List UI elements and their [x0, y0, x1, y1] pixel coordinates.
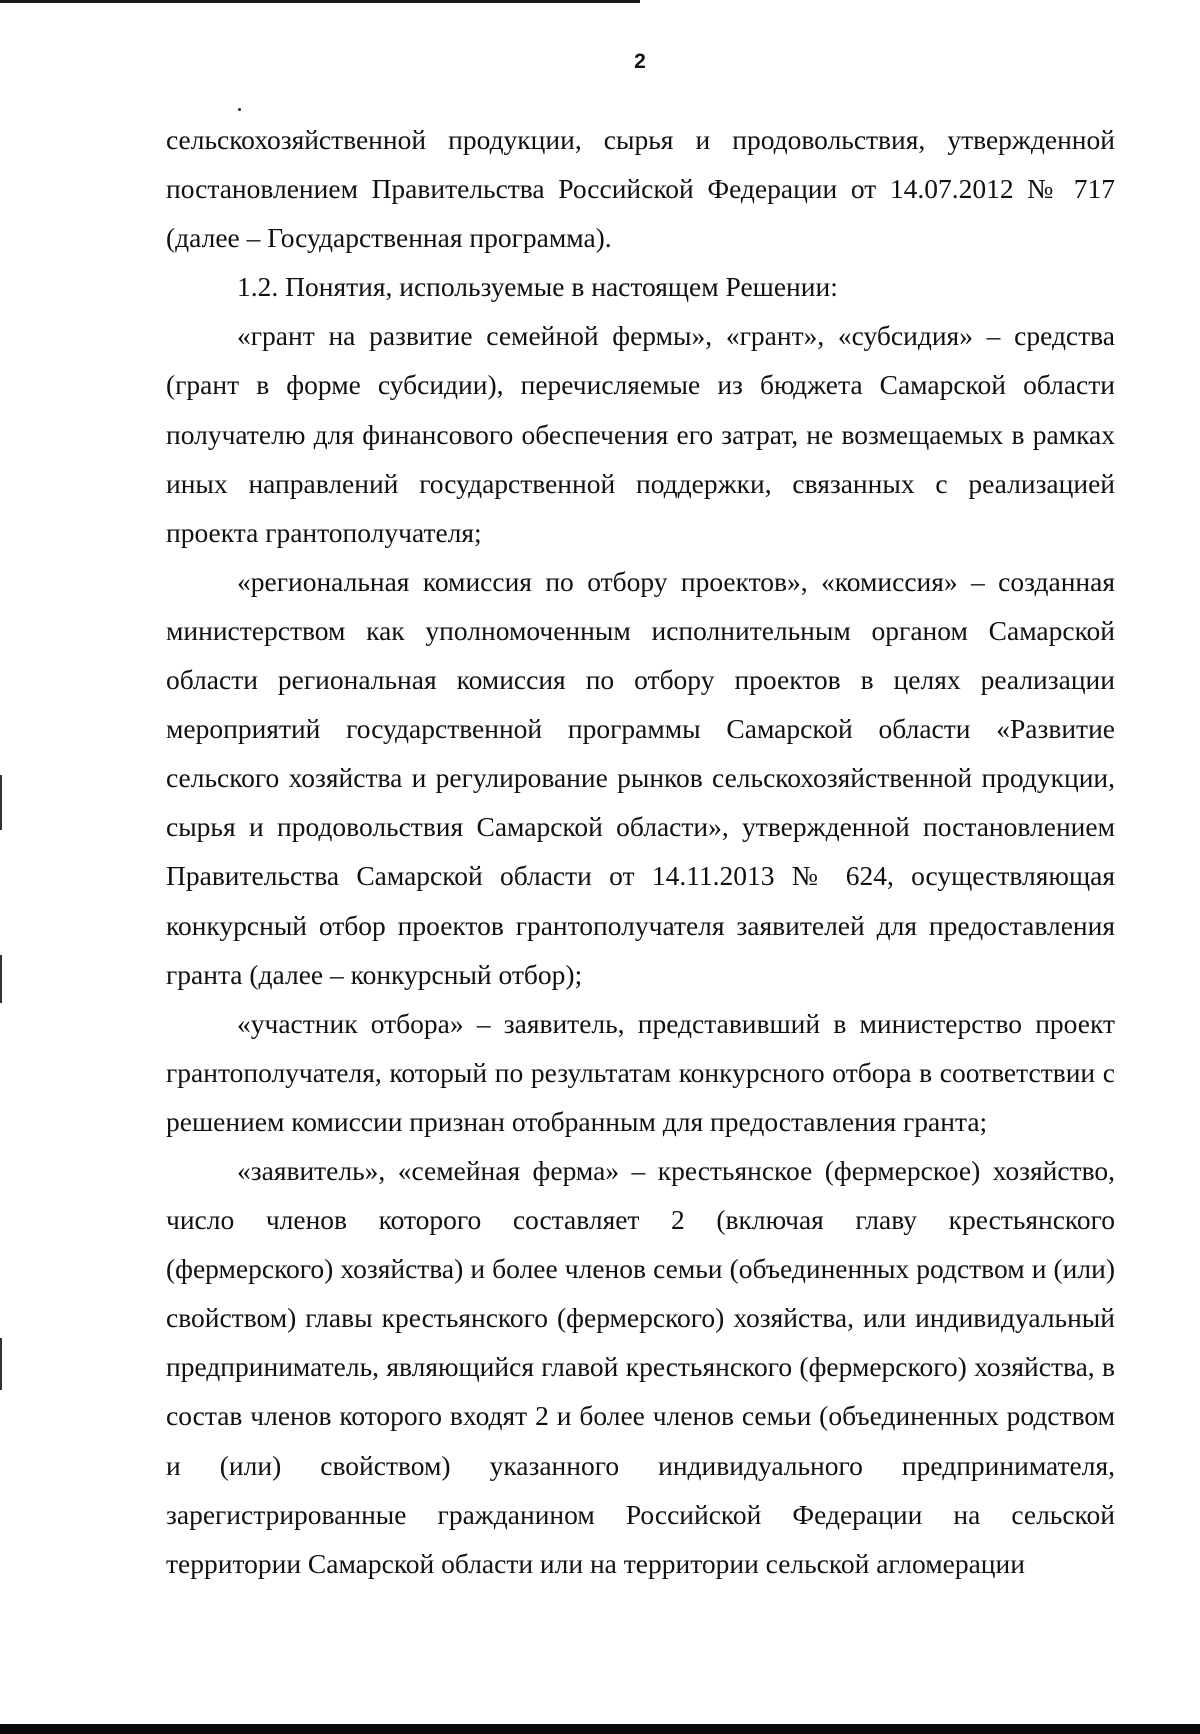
paragraph-program-reference: сельскохозяйственной продукции, сырья и продовольствия, утвержденной постановлением Правительства Российской Федерации от 14.07.2012 № 717 (далее – Государственная программа). — [166, 124, 1115, 254]
paragraph-definition-applicant: «заявитель», «семейная ферма» – крестьянское (фермерское) хозяйство, число членов которого составляет 2 (включая главу крестьянского (фермерского) хозяйства) и более членов семьи (объединенных родством и (или) свойством) главы крестьянского (фермерского) хозяйства, или индивидуальный предприниматель, являющийся главой крестьянского (фермерского) хозяйства, в состав членов которого входят 2 и более членов семьи (объединенных родством и (или) свойством) указанного индивидуального предпринимателя, зарегистрированные гражданином Российской Федерации на сельской территории Самарской области или на территории сельской агломерации — [166, 1154, 1115, 1579]
scan-bottom-edge — [0, 1724, 1200, 1734]
paragraph-definition-participant: «участник отбора» – заявитель, представивший в министерство проект грантополучателя, который по результатам конкурсного отбора в соответствии с решением комиссии признан отобранным для предоставления гранта; — [166, 1007, 1115, 1137]
page-number: 2 — [634, 50, 646, 73]
scan-edge-mark — [0, 1338, 2, 1390]
paragraph-definition-commission: «региональная комиссия по отбору проектов», «комиссия» – созданная министерством как уполномоченным исполнительным органом Самарской области региональная комиссия по отбору проектов в целях реализации мероприятий государственной программы Самарской области «Развитие сельского хозяйства и регулирование рынков сельскохозяйственной продукции, сырья и продовольствия Самарской области», утвержденной постановлением Правительства Самарской области от 14.11.2013 № 624, осуществляющая конкурсный отбор проектов грантополучателя заявителей для предоставления гранта (далее – конкурсный отбор); — [166, 565, 1115, 990]
document-body — [166, 115, 1115, 1588]
scan-edge-mark — [0, 775, 2, 830]
paragraph-definition-grant: «грант на развитие семейной фермы», «грант», «субсидия» – средства (грант в форме субсидии), перечисляемые из бюджета Самарской области получателю для финансового обеспечения его затрат, не возмещаемых в рамках иных направлений государственной поддержки, связанных с реализацией проекта грантополучателя; — [166, 320, 1115, 548]
paragraph-section-heading: 1.2. Понятия, используемые в настоящем Решении: — [237, 271, 838, 303]
scan-dot — [238, 108, 241, 111]
scan-top-edge — [0, 0, 640, 3]
scan-edge-mark — [0, 955, 2, 1003]
